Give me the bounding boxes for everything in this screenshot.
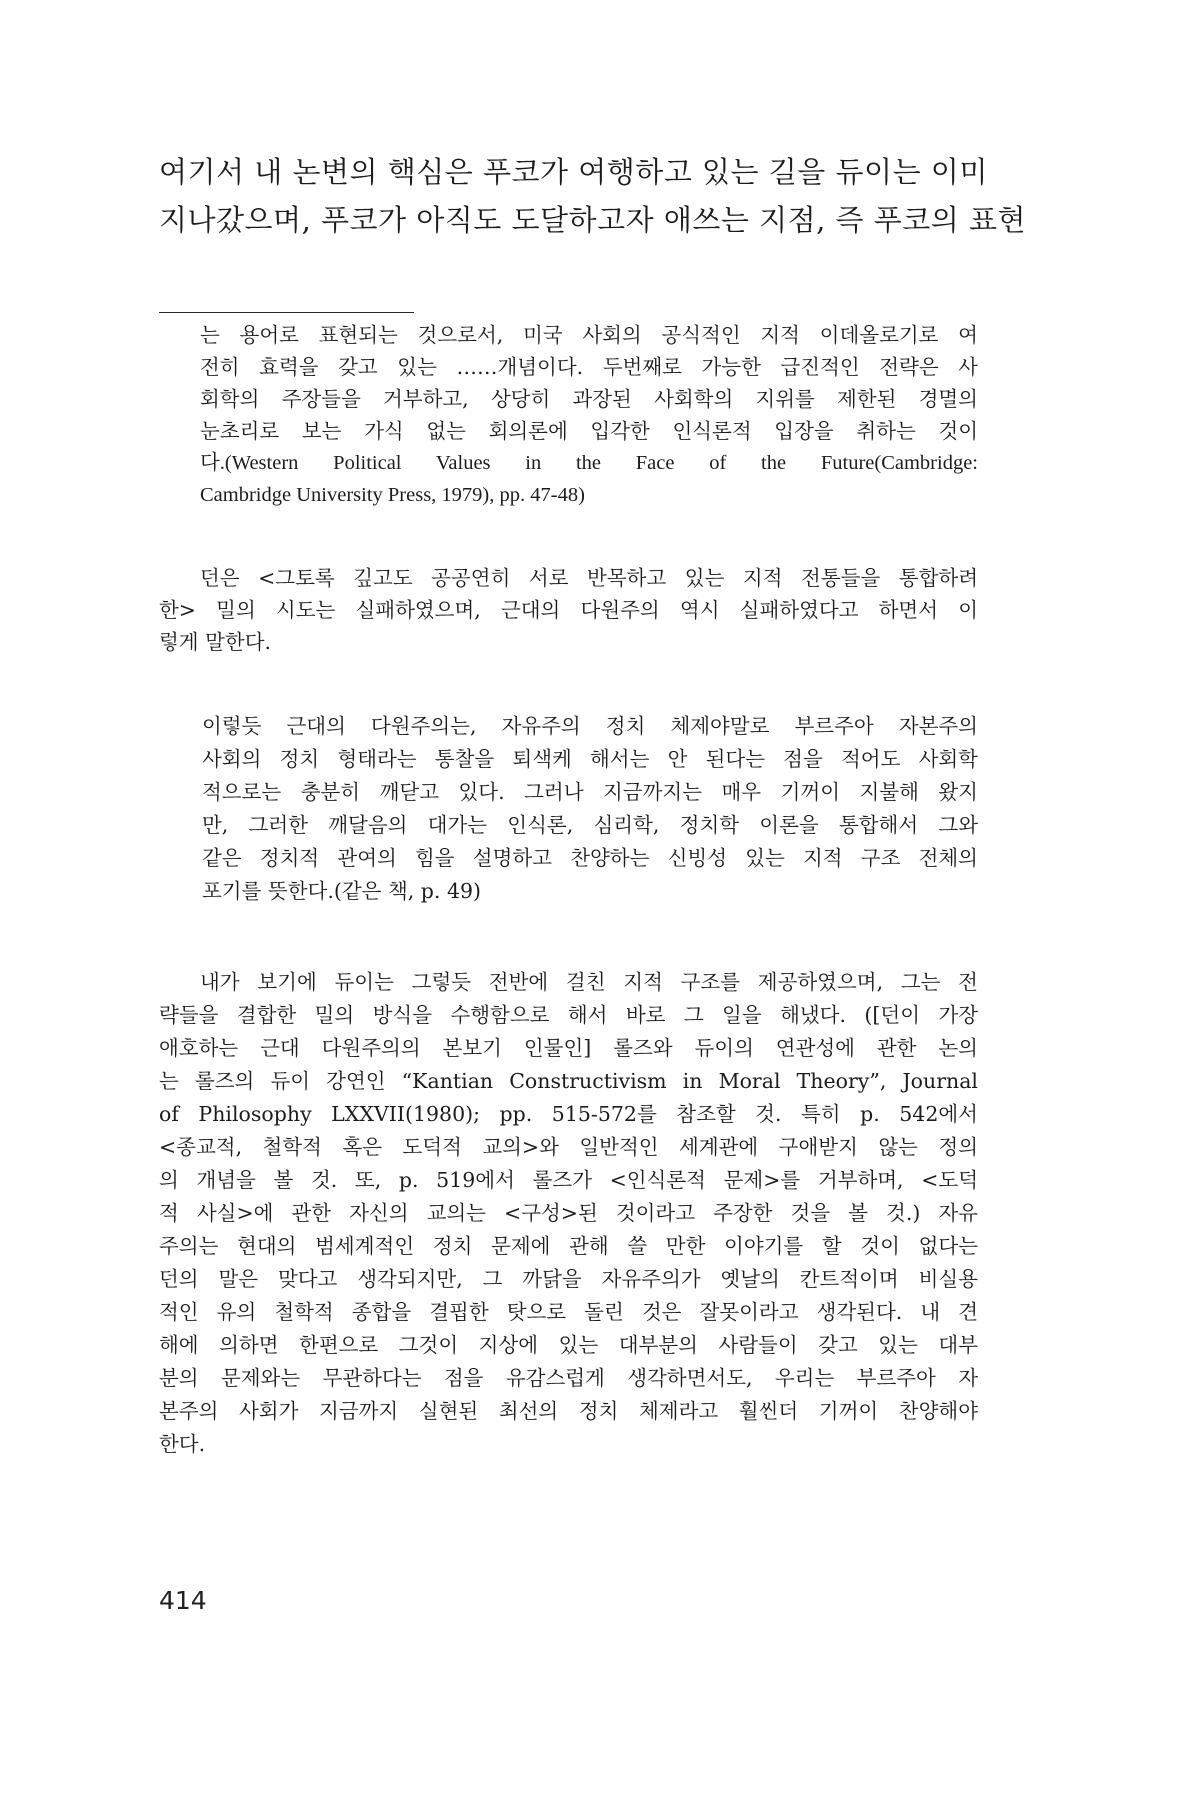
quote-line: 포기를 뜻한다.(같은 책, p. 49) [202, 879, 482, 903]
footnote-line: 의 개념을 볼 것. 또, p. 519에서 롤즈가 <인식론적 문제>를 거부하며, <도덕 [159, 1168, 978, 1192]
footnote-line: 회학의 주장들을 거부하고, 상당히 과장된 사회학의 지위를 제한된 경멸의 [200, 387, 978, 411]
quote-line: 같은 정치적 관여의 힘을 설명하고 찬양하는 신빙성 있는 지적 구조 전체의 [202, 846, 978, 870]
main-text-line: 여기서 내 논변의 핵심은 푸코가 여행하고 있는 길을 듀이는 이미 [159, 155, 988, 189]
footnote-line: 한다. [159, 1432, 206, 1456]
footnote-line: 는 용어로 표현되는 것으로서, 미국 사회의 공식적인 지적 이데올로기로 여 [200, 323, 978, 347]
footnote-line: 렇게 말한다. [159, 630, 272, 654]
quote-line: 만, 그러한 깨달음의 대가는 인식론, 심리학, 정치학 이론을 통합해서 그와 [202, 813, 978, 837]
main-text-line: 지나갔으며, 푸코가 아직도 도달하고자 애쓰는 지점, 즉 푸코의 표현 [159, 203, 1027, 237]
footnote-line: 전히 효력을 갖고 있는 ……개념이다. 두번째로 가능한 급진적인 전략은 사 [200, 355, 978, 379]
footnote-line: 애호하는 근대 다원주의의 본보기 인물인] 롤즈와 듀이의 연관성에 관한 논의 [159, 1036, 978, 1060]
footnote-line: 눈초리로 보는 가식 없는 회의론에 입각한 인식론적 입장을 취하는 것이 [200, 419, 978, 443]
footnote-line: 분의 문제와는 무관하다는 점을 유감스럽게 생각하면서도, 우리는 부르주아 자 [159, 1366, 978, 1390]
page-number: 414 [159, 1586, 207, 1615]
footnote-line: 던은 <그토록 깊고도 공공연히 서로 반목하고 있는 지적 전통들을 통합하려 [200, 566, 978, 590]
footnote-line: 내가 보기에 듀이는 그렇듯 전반에 걸친 지적 구조를 제공하였으며, 그는 전 [200, 970, 978, 994]
quote-line: 사회의 정치 형태라는 통찰을 퇴색케 해서는 안 된다는 점을 적어도 사회학 [202, 747, 978, 771]
footnote-line: 던의 말은 맞다고 생각되지만, 그 까닭을 자유주의가 옛날의 칸트적이며 비실용 [159, 1267, 978, 1291]
footnote-line: 략들을 결합한 밀의 방식을 수행함으로 해서 바로 그 일을 해냈다. ([던이 가장 [159, 1003, 978, 1027]
footnote-line: 는 롤즈의 듀이 강연인 “Kantian Constructivism in Moral Theory”, Journal [159, 1069, 978, 1093]
footnote-line: 적인 유의 철학적 종합을 결핍한 탓으로 돌린 것은 잘못이라고 생각된다. 내 견 [159, 1300, 978, 1324]
footnote-divider [159, 312, 414, 313]
footnote-line: 적 사실>에 관한 자신의 교의는 <구성>된 것이라고 주장한 것을 볼 것.) 자유 [159, 1201, 978, 1225]
footnote-line: 주의는 현대의 범세계적인 정치 문제에 관해 쓸 만한 이야기를 할 것이 없다는 [159, 1234, 978, 1258]
quote-line: 이렇듯 근대의 다원주의는, 자유주의 정치 체제야말로 부르주아 자본주의 [202, 714, 978, 738]
quote-line: 적으로는 충분히 깨닫고 있다. 그러나 지금까지는 매우 기꺼이 지불해 왔지 [202, 780, 978, 804]
footnote-line: 다.(Western Political Values in the Face of the Future(Cambridge: [200, 452, 978, 474]
footnote-line: Cambridge University Press, 1979), pp. 47-48) [200, 484, 585, 506]
footnote-line: <종교적, 철학적 혹은 도덕적 교의>와 일반적인 세계관에 구애받지 않는 정의 [159, 1135, 978, 1159]
footnote-line: 해에 의하면 한편으로 그것이 지상에 있는 대부분의 사람들이 갖고 있는 대부 [159, 1333, 978, 1357]
footnote-line: 본주의 사회가 지금까지 실현된 최선의 정치 체제라고 훨씬더 기꺼이 찬양해야 [159, 1399, 978, 1423]
footnote-line: of Philosophy LXXVII(1980); pp. 515-572를 참조할 것. 특히 p. 542에서 [159, 1102, 978, 1126]
footnote-line: 한> 밀의 시도는 실패하였으며, 근대의 다원주의 역시 실패하였다고 하면서 이 [159, 598, 978, 622]
